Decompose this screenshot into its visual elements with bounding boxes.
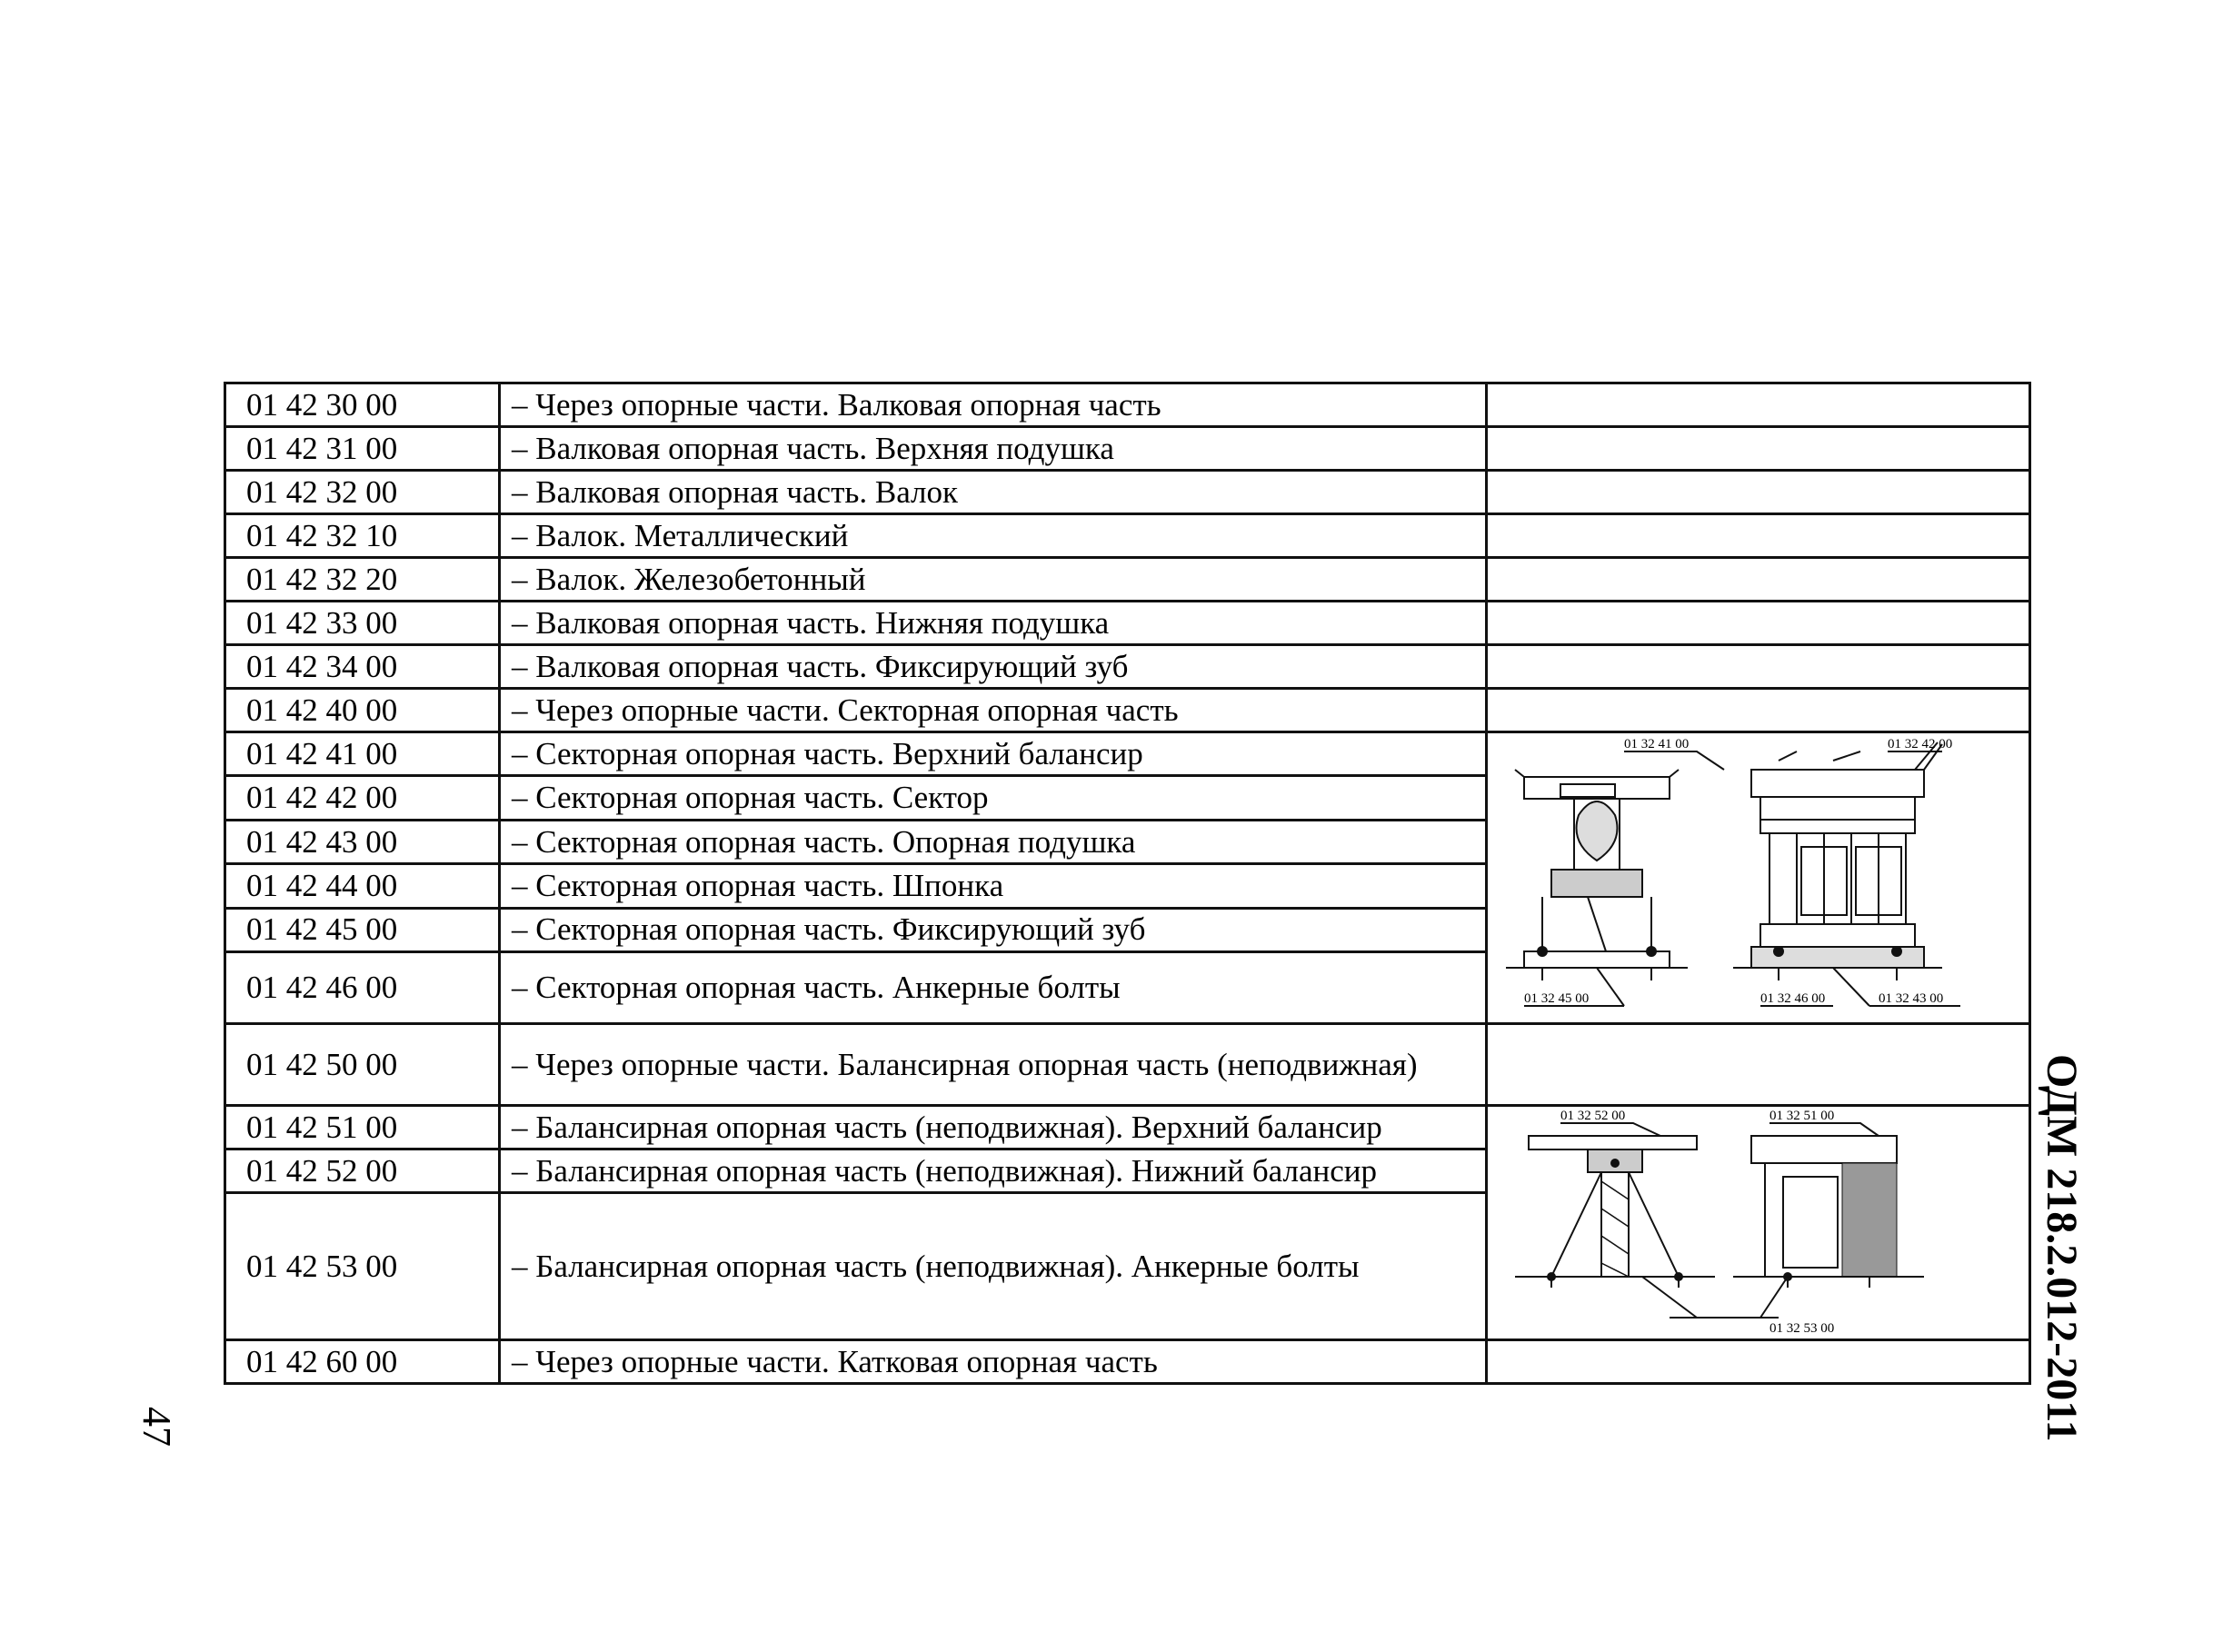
balancer-bearing-figure — [1487, 1106, 2030, 1340]
row-description: – Секторная опорная часть. Анкерные болты — [500, 952, 1487, 1024]
table-row — [225, 471, 2030, 514]
row-description: – Валковая опорная часть. Верхняя подушка — [500, 427, 1487, 471]
figure-label: 01 32 45 00 — [1524, 991, 1590, 1006]
row-code: 01 42 31 00 — [225, 427, 500, 471]
figure-label: 01 32 42 00 — [1888, 737, 1953, 751]
row-code: 01 42 60 00 — [225, 1340, 500, 1384]
row-code: 01 42 53 00 — [225, 1193, 500, 1340]
row-code: 01 42 46 00 — [225, 952, 500, 1024]
row-description: – Валковая опорная часть. Фиксирующий зуб — [500, 645, 1487, 689]
row-code: 01 42 42 00 — [225, 776, 500, 820]
row-figure-cell — [1487, 427, 2030, 471]
row-description: – Балансирная опорная часть (неподвижная). Анкерные болты — [500, 1193, 1487, 1340]
row-code: 01 42 34 00 — [225, 645, 500, 689]
table-row — [225, 514, 2030, 558]
row-code: 01 42 40 00 — [225, 689, 500, 732]
row-description: – Балансирная опорная часть (неподвижная). Нижний балансир — [500, 1149, 1487, 1193]
table-row — [225, 645, 2030, 689]
row-figure-cell — [1487, 645, 2030, 689]
row-code: 01 42 33 00 — [225, 602, 500, 645]
figure-label: 01 32 41 00 — [1624, 737, 1690, 751]
row-figure-cell — [1487, 383, 2030, 427]
figure-label: 01 32 51 00 — [1769, 1108, 1835, 1123]
row-description: – Валок. Металлический — [500, 514, 1487, 558]
table-row — [225, 732, 2030, 776]
row-code: 01 42 44 00 — [225, 864, 500, 908]
row-description: – Секторная опорная часть. Шпонка — [500, 864, 1487, 908]
row-figure-cell — [1487, 514, 2030, 558]
balancer-bearing-drawing — [1488, 1109, 2030, 1338]
table-row — [225, 1340, 2030, 1384]
row-code: 01 42 30 00 — [225, 383, 500, 427]
figure-label: 01 32 43 00 — [1879, 991, 1944, 1006]
table-row — [225, 1024, 2030, 1106]
row-code: 01 42 45 00 — [225, 908, 500, 951]
row-figure-cell — [1487, 1024, 2030, 1106]
table-row — [225, 383, 2030, 427]
table-row — [225, 1106, 2030, 1149]
row-description: – Через опорные части. Секторная опорная часть — [500, 689, 1487, 732]
row-figure-cell — [1487, 689, 2030, 732]
row-description: – Через опорные части. Валковая опорная часть — [500, 383, 1487, 427]
table-row — [225, 602, 2030, 645]
sector-bearing-figure — [1487, 732, 2030, 1024]
row-description: – Секторная опорная часть. Фиксирующий зуб — [500, 908, 1487, 951]
row-description: – Секторная опорная часть. Опорная подушка — [500, 820, 1487, 863]
row-description: – Секторная опорная часть. Верхний балансир — [500, 732, 1487, 776]
row-figure-cell — [1487, 471, 2030, 514]
sector-bearing-drawing — [1488, 733, 2030, 1022]
row-code: 01 42 32 20 — [225, 558, 500, 602]
table-row — [225, 689, 2030, 732]
row-code: 01 42 43 00 — [225, 820, 500, 863]
row-code: 01 42 41 00 — [225, 732, 500, 776]
row-description: – Балансирная опорная часть (неподвижная). Верхний балансир — [500, 1106, 1487, 1149]
page-number: 47 — [135, 1407, 179, 1447]
row-description: – Через опорные части. Балансирная опорная часть (неподвижная) — [500, 1024, 1487, 1106]
document-code: ОДМ 218.2.012-2011 — [2038, 1054, 2086, 1442]
row-description: – Валок. Железобетонный — [500, 558, 1487, 602]
row-code: 01 42 32 00 — [225, 471, 500, 514]
figure-label: 01 32 52 00 — [1560, 1108, 1626, 1123]
row-description: – Валковая опорная часть. Нижняя подушка — [500, 602, 1487, 645]
figure-label: 01 32 46 00 — [1760, 991, 1826, 1006]
row-figure-cell — [1487, 602, 2030, 645]
table-row — [225, 427, 2030, 471]
row-figure-cell — [1487, 558, 2030, 602]
row-code: 01 42 51 00 — [225, 1106, 500, 1149]
row-description: – Секторная опорная часть. Сектор — [500, 776, 1487, 820]
row-description: – Валковая опорная часть. Валок — [500, 471, 1487, 514]
table-row — [225, 558, 2030, 602]
row-code: 01 42 50 00 — [225, 1024, 500, 1106]
row-code: 01 42 52 00 — [225, 1149, 500, 1193]
figure-label: 01 32 53 00 — [1769, 1320, 1835, 1336]
classification-table — [224, 382, 2031, 1385]
row-code: 01 42 32 10 — [225, 514, 500, 558]
row-figure-cell — [1487, 1340, 2030, 1384]
row-description: – Через опорные части. Катковая опорная часть — [500, 1340, 1487, 1384]
